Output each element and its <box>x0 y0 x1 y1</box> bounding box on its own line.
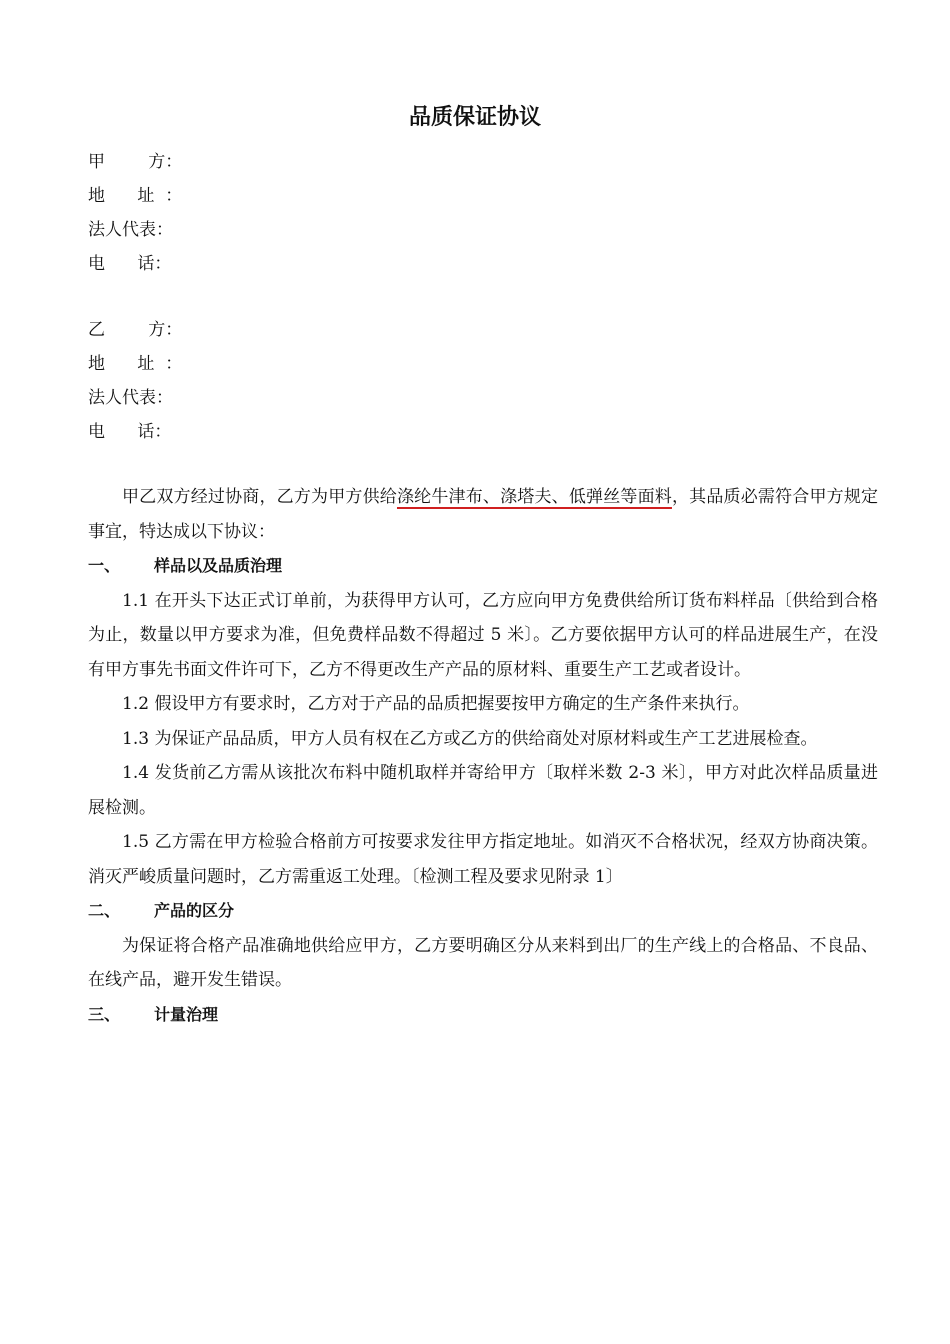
clause-1-3: 1.3 为保证产品品质，甲方人员有权在乙方或乙方的供给商处对原材料或生产工艺进展检查。 <box>122 728 818 749</box>
party-a-name-label: 甲 方： <box>88 152 183 172</box>
party-a-address-label: 地 址 ： <box>88 186 183 206</box>
section-2-heading <box>88 894 878 929</box>
party-a-rep-label: 法人代表： <box>88 220 173 240</box>
party-b-block <box>88 313 488 449</box>
section-1-number: 一、 <box>88 556 121 575</box>
intro-underlined-materials: 涤纶牛津布、涤塔夫、低弹丝等面料 <box>396 487 672 507</box>
party-b-name-label: 乙 方： <box>88 320 183 340</box>
party-a-phone-label: 电 话： <box>88 254 172 274</box>
section-2-text: 为保证将合格产品准确地供给应甲方，乙方要明确区分从来料到出厂的生产线上的合格品、不良品、在线产品，避开发生错误。 <box>88 935 878 990</box>
party-b-address-label: 地 址 ： <box>88 354 183 374</box>
intro-paragraph <box>88 480 878 549</box>
intro-text-before: 甲乙双方经过协商，乙方为甲方供给 <box>122 487 397 507</box>
party-b-phone-label: 电 话： <box>88 422 172 442</box>
clause-1-2: 1.2 假设甲方有要求时，乙方对于产品的品质把握要按甲方确定的生产条件来执行。 <box>122 694 750 714</box>
section-3-number: 三、 <box>88 1004 121 1024</box>
section-2-title: 产品的区分 <box>154 901 235 920</box>
section-1-title: 样品以及品质治理 <box>154 556 283 575</box>
clause-1-4: 1.4 发货前乙方需从该批次布料中随机取样并寄给甲方〔取样米数 2-3 米〕，甲方对此次样品质量进展检测。 <box>88 763 878 818</box>
intro-text-after: ，其品质必需符合甲方规定事宜，特达成以下协议： <box>88 487 879 542</box>
party-a-block <box>88 145 488 281</box>
agreement-body <box>88 480 878 1032</box>
section-2-number: 二、 <box>88 901 121 920</box>
section-3-heading <box>88 998 878 1033</box>
clause-1-5: 1.5 乙方需在甲方检验合格前方可按要求发往甲方指定地址。如消灭不合格状况，经双方协商决策。消灭严峻质量问题时，乙方需重返工处理。〔检测工程及要求见附录 1〕 <box>88 832 878 887</box>
clause-1-1: 1.1 在开头下达正式订单前，为获得甲方认可，乙方应向甲方免费供给所订货布料样品〔供给到合格为止，数量以甲方要求为准，但免费样品数不得超过 5 米〕。乙方要依据甲方认可的样品进展生产，在没有甲方事先书面文件许可下，乙方不得更改生产产品的原材料、重要生产工艺或者设计。 <box>88 590 878 680</box>
document-title: 品质保证协议 <box>408 105 541 130</box>
section-3-title: 计量治理 <box>154 1004 219 1024</box>
section-1-heading <box>88 549 878 584</box>
party-b-rep-label: 法人代表： <box>88 388 173 408</box>
